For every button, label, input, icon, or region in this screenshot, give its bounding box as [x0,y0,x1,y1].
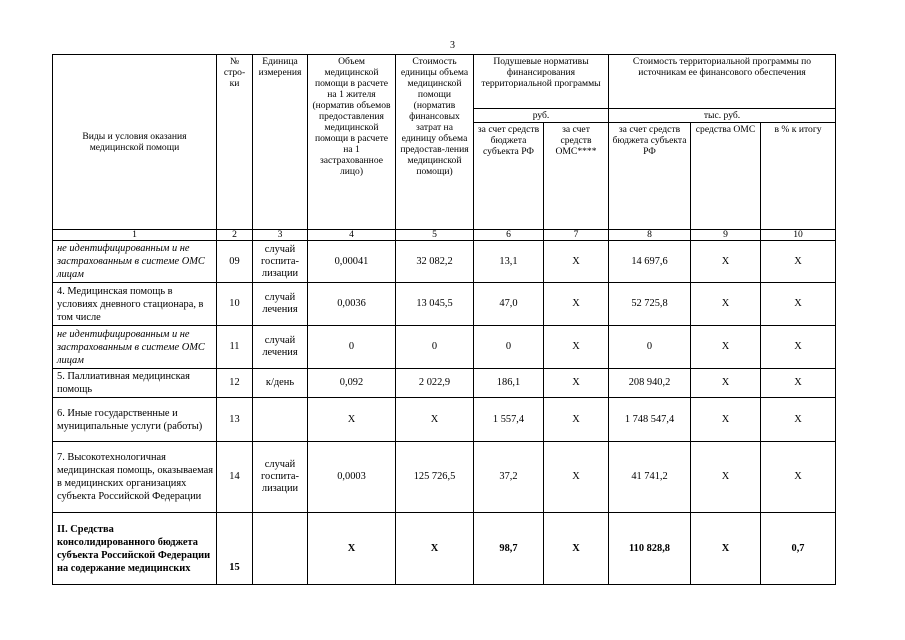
row-budget-cost: 110 828,8 [609,513,691,585]
header-volume: Объем медицинской помощи в расчете на 1 жителя (норматив объемов предоставления медицинской помощи в расчете на 1 застрахованное лицо) [308,55,396,230]
row-name: II. Средства консолидированного бюджета субъекта Российской Федерации на содержание медицинских [53,513,217,585]
col-number: 8 [609,230,691,241]
col-number: 2 [217,230,253,241]
table-row [53,326,836,369]
row-volume: 0,0036 [308,283,396,326]
row-unit-cost: X [396,513,474,585]
row-unit: случай лечения [253,283,308,326]
row-budget-cost: 41 741,2 [609,442,691,513]
col-number: 6 [474,230,544,241]
row-number: 10 [217,283,253,326]
row-budget-per-capita: 47,0 [474,283,544,326]
row-budget-per-capita: 13,1 [474,241,544,283]
row-oms-per-capita: X [544,241,609,283]
col-number: 7 [544,230,609,241]
row-unit [253,513,308,585]
row-number: 12 [217,369,253,398]
row-oms-cost: X [691,241,761,283]
header-per-capita-norms: Подушевые нормативы финансирования территориальной программы [474,55,609,109]
row-number: 09 [217,241,253,283]
table-row [53,369,836,398]
row-budget-cost: 208 940,2 [609,369,691,398]
row-unit [253,398,308,442]
row-unit-cost: 125 726,5 [396,442,474,513]
table-row [53,513,836,585]
header-row-number: № стро-ки [217,55,253,230]
row-oms-cost: X [691,326,761,369]
row-volume: 0,0003 [308,442,396,513]
row-percent: X [761,398,836,442]
header-percent-total: в % к итогу [761,123,836,230]
program-cost-table [52,54,836,585]
col-number: 3 [253,230,308,241]
row-unit-cost: 32 082,2 [396,241,474,283]
row-percent: 0,7 [761,513,836,585]
row-volume: X [308,398,396,442]
header-kind: Виды и условия оказания медицинской помощи [53,55,217,230]
header-program-cost: Стоимость территориальной программы по источникам ее финансового обеспечения [609,55,836,109]
row-name: 5. Паллиативная медицинская помощь [53,369,217,398]
row-oms-per-capita: X [544,369,609,398]
row-volume: 0,00041 [308,241,396,283]
row-budget-per-capita: 186,1 [474,369,544,398]
row-percent: X [761,442,836,513]
header-budget-per-capita: за счет средств бюджета субъекта РФ [474,123,544,230]
row-oms-cost: X [691,442,761,513]
row-unit: к/день [253,369,308,398]
row-number: 11 [217,326,253,369]
table-row [53,241,836,283]
row-unit: случай лечения [253,326,308,369]
header-unit-thousand-rub: тыс. руб. [609,109,836,123]
row-unit: случай госпита-лизации [253,241,308,283]
row-volume: 0 [308,326,396,369]
row-percent: X [761,241,836,283]
row-name: 6. Иные государственные и муниципальные услуги (работы) [53,398,217,442]
row-budget-per-capita: 0 [474,326,544,369]
row-volume: 0,092 [308,369,396,398]
row-oms-cost: X [691,513,761,585]
row-budget-cost: 0 [609,326,691,369]
row-budget-cost: 1 748 547,4 [609,398,691,442]
page-number: 3 [450,40,455,51]
row-unit-cost: 2 022,9 [396,369,474,398]
row-volume: X [308,513,396,585]
col-number: 5 [396,230,474,241]
row-name: не идентифицированным и не застрахованным в системе ОМС лицам [53,326,217,369]
row-unit-cost: 0 [396,326,474,369]
header-oms-cost: средства ОМС [691,123,761,230]
row-oms-cost: X [691,398,761,442]
row-oms-per-capita: X [544,513,609,585]
row-budget-per-capita: 37,2 [474,442,544,513]
row-unit-cost: X [396,398,474,442]
row-name: 4. Медицинская помощь в условиях дневного стационара, в том числе [53,283,217,326]
row-name: 7. Высокотехнологичная медицинская помощь, оказываемая в медицинских организациях субъекта Российской Федерации [53,442,217,513]
table-row [53,442,836,513]
row-oms-per-capita: X [544,326,609,369]
row-budget-per-capita: 98,7 [474,513,544,585]
row-unit-cost: 13 045,5 [396,283,474,326]
row-number: 14 [217,442,253,513]
row-oms-per-capita: X [544,442,609,513]
header-unit: Единица измерения [253,55,308,230]
table-row [53,398,836,442]
col-number: 1 [53,230,217,241]
row-percent: X [761,326,836,369]
row-oms-cost: X [691,369,761,398]
row-name: не идентифицированным и не застрахованным в системе ОМС лицам [53,241,217,283]
row-oms-per-capita: X [544,398,609,442]
row-number: 15 [217,513,253,585]
col-number: 10 [761,230,836,241]
row-percent: X [761,369,836,398]
col-number: 4 [308,230,396,241]
header-unit-cost: Стоимость единицы объема медицинской помощи (норматив финансовых затрат на единицу объема предостав-ления медицинской помощи) [396,55,474,230]
row-percent: X [761,283,836,326]
header-unit-rub: руб. [474,109,609,123]
row-oms-per-capita: X [544,283,609,326]
header-oms-per-capita: за счет средств ОМС**** [544,123,609,230]
row-number: 13 [217,398,253,442]
header-budget-cost: за счет средств бюджета субъекта РФ [609,123,691,230]
row-budget-cost: 52 725,8 [609,283,691,326]
row-budget-cost: 14 697,6 [609,241,691,283]
col-number: 9 [691,230,761,241]
row-budget-per-capita: 1 557,4 [474,398,544,442]
table-row [53,283,836,326]
row-unit: случай госпита-лизации [253,442,308,513]
row-oms-cost: X [691,283,761,326]
